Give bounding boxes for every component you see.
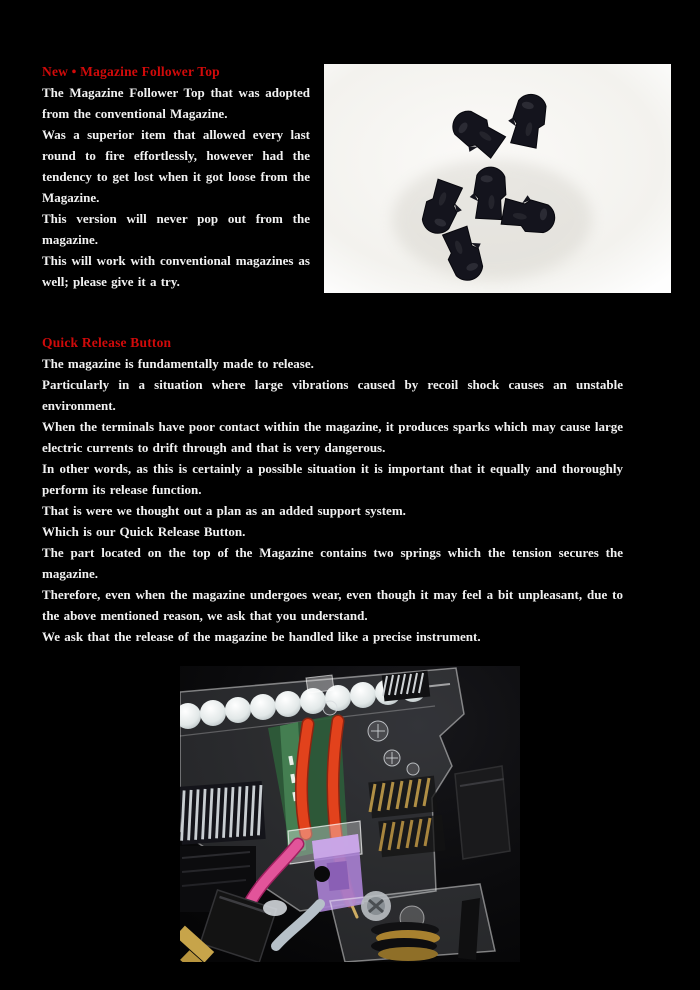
paragraph: When the terminals have poor contact within the magazine, it produces sparks which may cause large electric currents to drift through and that is very dangerous. xyxy=(42,419,623,455)
follower-tops-photo xyxy=(324,64,671,293)
metal-spring xyxy=(180,781,266,845)
paragraph: This version will never pop out from the magazine. xyxy=(42,211,310,247)
paragraph: The Magazine Follower Top that was adopted from the conventional Magazine. xyxy=(42,85,310,121)
magazine-mechanism-photo xyxy=(180,666,520,962)
paragraph: Was a superior item that allowed every last round to fire effortlessly, however had the tendency to get lost when it got loose from the Magazine. xyxy=(42,127,310,205)
paragraph: This will work with conventional magazines as well; please give it a try. xyxy=(42,253,310,289)
cable-stub xyxy=(263,900,287,916)
section2-body xyxy=(42,353,623,647)
paragraph: Therefore, even when the magazine undergoes wear, even though it may feel a bit unpleasant, due to the above mentioned reason, we ask that you understand. xyxy=(42,587,623,623)
paragraph: The part located on the top of the Magazine contains two springs which the tension secures the magazine. xyxy=(42,545,623,581)
section-magazine-follower-top xyxy=(42,61,310,292)
release-spring xyxy=(382,671,430,702)
section1-body xyxy=(42,82,310,292)
section-heading-magazine-follower-top: New • Magazine Follower Top xyxy=(42,64,220,79)
section-heading-quick-release-button: Quick Release Button xyxy=(42,335,172,350)
paragraph: That is were we thought out a plan as an added support system. xyxy=(42,503,406,518)
paragraph: In other words, as this is certainly a possible situation it is important that it equally and thoroughly perform its release function. xyxy=(42,461,623,497)
clear-tab xyxy=(306,675,334,693)
paragraph: We ask that the release of the magazine be handled like a precise instrument. xyxy=(42,629,481,644)
paragraph: Which is our Quick Release Button. xyxy=(42,524,246,539)
section-quick-release-button xyxy=(42,332,623,647)
paragraph: Particularly in a situation where large vibrations caused by recoil shock causes an unstable environment. xyxy=(42,377,623,413)
paragraph: The magazine is fundamentally made to release. xyxy=(42,356,314,371)
